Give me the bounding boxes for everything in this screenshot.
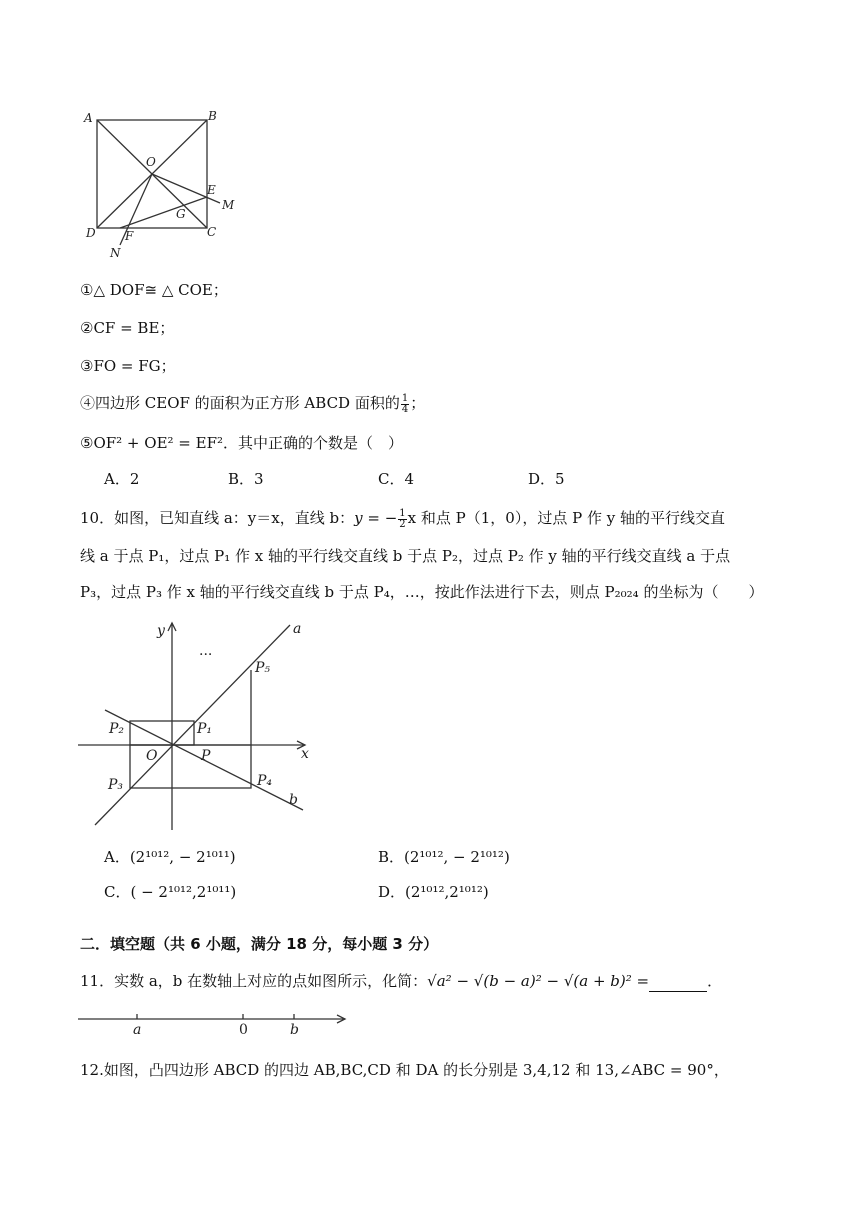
label-P2: P₂	[109, 721, 125, 737]
ellipsis: ...	[199, 643, 213, 659]
label-O: O	[146, 748, 158, 764]
q9-s4-end: ；	[410, 394, 426, 412]
q9-option-a: A．2	[104, 470, 140, 488]
line-a-label: a	[293, 621, 302, 637]
axis-y-label: y	[157, 623, 165, 639]
label-P1: P₁	[197, 721, 213, 737]
q10-option-c: C．( − 2¹⁰¹²,2¹⁰¹¹)	[104, 883, 237, 901]
q9-statement-3: ③FO = FG；	[80, 357, 176, 375]
fraction-denominator: 4	[401, 403, 409, 415]
q9-statement-4	[80, 392, 425, 415]
fraction-numerator: 1	[401, 392, 409, 404]
fraction-quarter	[401, 394, 409, 415]
label-P: P	[201, 748, 211, 764]
label-B: B	[208, 109, 217, 123]
number-line	[75, 1005, 355, 1037]
q11-end: ．	[707, 972, 723, 990]
q10-line-1	[80, 507, 725, 530]
label-P5: P₅	[255, 660, 271, 676]
fraction-half	[398, 509, 406, 530]
half-numerator: 1	[399, 507, 406, 519]
axis-x-label: x	[301, 746, 309, 762]
q10-intro: 10．如图，已知直线 a：y＝x，直线 b：	[80, 509, 355, 527]
q9-option-d: D．5	[528, 470, 565, 488]
q9-s4-text: ④四边形 CEOF 的面积为正方形 ABCD 面积的	[80, 394, 400, 412]
answer-blank	[649, 975, 707, 992]
q10-option-b: B．(2¹⁰¹², − 2¹⁰¹²)	[378, 848, 510, 866]
label-E: E	[207, 183, 216, 197]
half-denominator: 2	[399, 518, 406, 530]
label-F: F	[125, 229, 134, 243]
q11-line	[80, 970, 722, 992]
axes-figure	[75, 615, 320, 835]
number-line-a: a	[133, 1022, 142, 1037]
q10-line-3: P₃，过点 P₃ 作 x 轴的平行线交直线 b 于点 P₄，…，按此作法进行下去，则点 P₂₀₂₄ 的坐标为（ ）	[80, 583, 764, 601]
label-N: N	[110, 246, 121, 260]
line-b-label: b	[289, 792, 298, 808]
q9-statement-1: ①△ DOF≅ △ COE；	[80, 281, 228, 299]
label-G: G	[176, 207, 186, 221]
q9-statement-5: ⑤OF² + OE² = EF²．其中正确的个数是（ ）	[80, 434, 404, 452]
label-P3: P₃	[108, 777, 124, 793]
q10-option-a: A．(2¹⁰¹², − 2¹⁰¹¹)	[104, 848, 236, 866]
q10-option-d: D．(2¹⁰¹²,2¹⁰¹²)	[378, 883, 489, 901]
label-O: O	[146, 155, 156, 169]
q11-expression: √a² − √(b − a)² − √(a + b)² =	[427, 972, 650, 990]
section-heading: 二．填空题（共 6 小题，满分 18 分，每小题 3 分）	[80, 935, 439, 953]
q9-option-c: C．4	[378, 470, 415, 488]
square-figure	[80, 105, 250, 265]
number-line-b: b	[290, 1022, 299, 1037]
q12-line: 12.如图，凸四边形 ABCD 的四边 AB,BC,CD 和 DA 的长分别是 3,4,12 和 13,∠ABC = 90°，	[80, 1061, 729, 1079]
q9-option-b: B．3	[228, 470, 264, 488]
number-line-zero: 0	[239, 1022, 248, 1037]
label-D: D	[86, 226, 96, 240]
q11-text: 11．实数 a，b 在数轴上对应的点如图所示，化简：	[80, 972, 428, 990]
label-M: M	[222, 198, 235, 212]
q10-eq-start: y = −	[354, 509, 398, 527]
q10-line-2: 线 a 于点 P₁，过点 P₁ 作 x 轴的平行线交直线 b 于点 P₂，过点 P₂ 作 y 轴的平行线交直线 a 于点	[80, 547, 731, 565]
q9-statement-2: ②CF = BE；	[80, 319, 175, 337]
label-C: C	[207, 225, 217, 239]
label-A: A	[84, 111, 93, 125]
q10-line-1-rest: x 和点 P（1，0），过点 P 作 y 轴的平行线交直	[407, 509, 725, 527]
label-P4: P₄	[257, 773, 273, 789]
